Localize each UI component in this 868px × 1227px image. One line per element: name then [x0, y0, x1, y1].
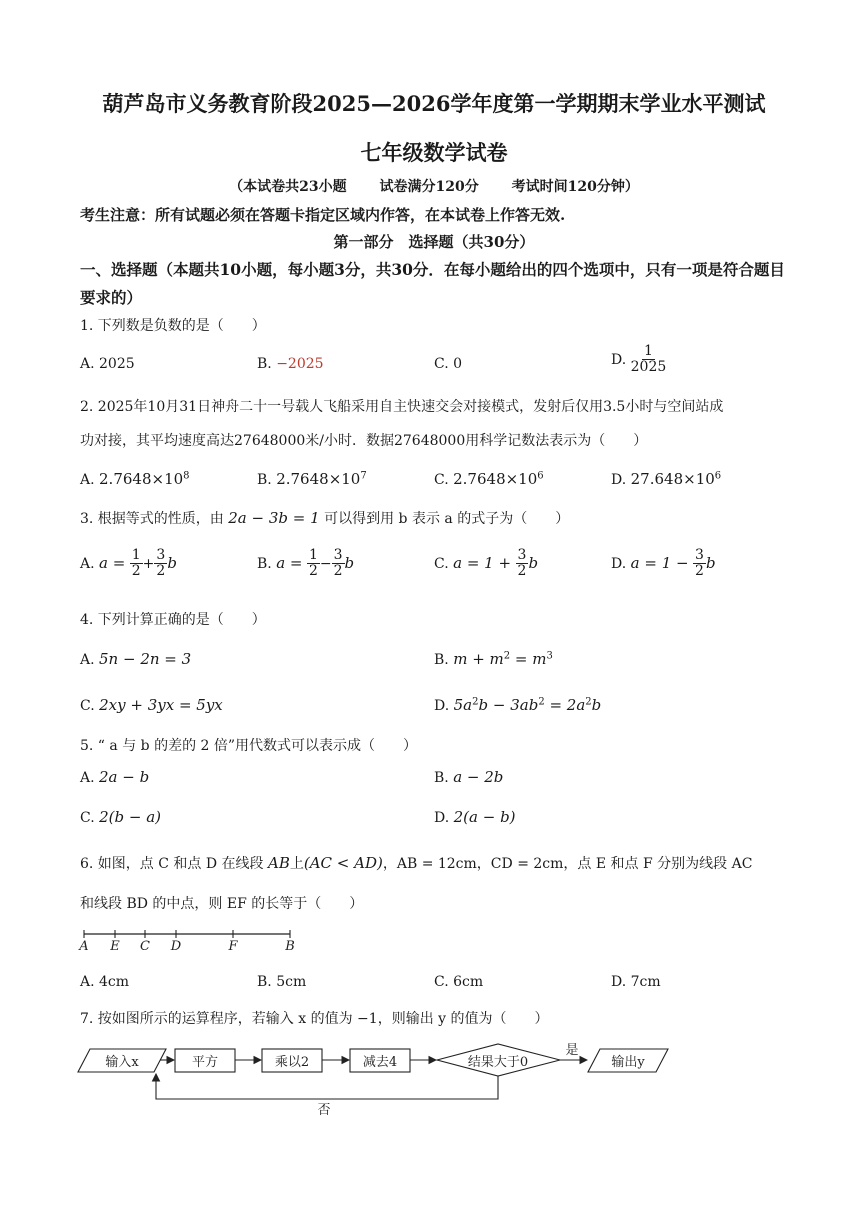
- fraction: [693, 548, 706, 580]
- option-base: 2.7648×10: [99, 470, 184, 488]
- q6-condition: (AC < AD): [303, 854, 383, 872]
- operator: +: [142, 555, 155, 572]
- q6-stem-line2: 和线段 BD 的中点，则 EF 的长等于（ ）: [80, 896, 364, 912]
- q4-option-a: [80, 650, 191, 668]
- q5-option-a: [80, 768, 149, 786]
- option-expression-part: b − 3ab: [478, 696, 539, 714]
- q2-option-d: [611, 470, 721, 488]
- section-heading: 一、选择题（本题共10小题，每小题3分，共30分．在每小题给出的四个选项中，只有一项是符合题目要求的）: [80, 260, 785, 307]
- fraction-numerator: 3: [156, 547, 166, 563]
- q3-stem-pre: 3. 根据等式的性质，由: [80, 511, 224, 527]
- exponent: 3: [546, 650, 553, 662]
- fraction: [307, 548, 320, 580]
- q3-stem-equation: 2a − 3b = 1: [228, 509, 320, 527]
- fraction-denominator: 2: [156, 563, 166, 580]
- q4-stem: 4. 下列计算正确的是（ ）: [80, 612, 266, 628]
- part-heading: 第一部分 选择题（共30分）: [333, 233, 535, 251]
- operator: −: [319, 555, 332, 572]
- option-label: C.: [434, 472, 449, 488]
- option-label: B.: [257, 974, 272, 990]
- q6-segment-diagram: [78, 926, 308, 954]
- variable: b: [167, 553, 177, 572]
- flow-decision-label: 结果大于0: [467, 1055, 529, 1070]
- variable: b: [528, 553, 539, 572]
- q1-option-c: C. 0: [434, 356, 463, 372]
- q6-option-a: [80, 974, 129, 990]
- option-label: C.: [80, 810, 95, 826]
- fraction-numerator: 3: [333, 547, 343, 563]
- exam-info: [0, 176, 868, 196]
- option-expression-part: m + m: [453, 650, 504, 668]
- variable: b: [344, 553, 355, 572]
- fraction-numerator: 3: [695, 547, 704, 563]
- info-full-score: 试卷满分120分: [379, 179, 479, 195]
- option-label: D.: [611, 351, 627, 368]
- q6-option-d: [611, 974, 661, 990]
- fraction-denominator: 2: [517, 563, 527, 580]
- q2-option-a: [80, 470, 190, 488]
- flow-loop-arrow: [156, 1074, 498, 1099]
- option-base: 2.7648×10: [276, 470, 361, 488]
- q3-option-a: [80, 548, 177, 580]
- option-expression-part: b: [591, 696, 602, 714]
- option-exponent: 6: [537, 470, 544, 482]
- option-label: C.: [80, 698, 95, 714]
- option-label: D.: [434, 698, 450, 714]
- segment-point-label: D: [170, 939, 182, 954]
- option-value: 4cm: [99, 974, 130, 990]
- fraction-numerator: 3: [517, 547, 527, 563]
- q5-option-c: [80, 808, 161, 826]
- fraction-numerator: 1: [131, 547, 141, 563]
- option-expression-part: = m: [510, 650, 547, 668]
- fraction: [516, 548, 529, 580]
- option-expression: 2xy + 3yx = 5yx: [99, 696, 223, 714]
- info-time: 考试时间120分钟）: [511, 179, 639, 195]
- option-label: A.: [80, 974, 95, 990]
- exam-subtitle: 七年级数学试卷: [360, 140, 508, 165]
- info-question-count: （本试卷共23小题: [229, 179, 347, 195]
- q6-option-c: [434, 974, 483, 990]
- q6-stem-part: 6. 如图，点 C 和点 D 在线段: [80, 856, 264, 872]
- q5-stem: 5. “ a 与 b 的差的 2 倍”用代数式可以表示成（ ）: [80, 738, 418, 754]
- option-label: A.: [80, 472, 95, 488]
- fraction-denominator: 2025: [630, 359, 667, 376]
- option-label: D.: [611, 974, 627, 990]
- q3-option-b: [257, 548, 354, 580]
- exponent: 2: [585, 696, 592, 708]
- exponent: 2: [538, 696, 545, 708]
- option-expression: 5n − 2n = 3: [99, 650, 192, 668]
- exponent: 2: [503, 650, 511, 662]
- q5-option-d: [434, 808, 516, 826]
- fraction-denominator: 2: [131, 563, 141, 580]
- option-label: C.: [434, 974, 449, 990]
- q7-flowchart: [74, 1040, 674, 1120]
- exam-title: 葫芦岛市义务教育阶段2025—2026学年度第一学期期末学业水平测试: [102, 91, 766, 116]
- flow-minus4-label: 减去4: [362, 1055, 398, 1070]
- q5-option-b: [434, 768, 503, 786]
- fraction: [154, 548, 167, 580]
- option-base: 27.648×10: [630, 470, 715, 488]
- option-value: 5cm: [276, 974, 307, 990]
- option-expression-part: 5a: [453, 696, 473, 714]
- q4-option-d: [434, 696, 601, 714]
- option-lhs: a = 1 −: [630, 553, 689, 572]
- q3-option-c: [434, 548, 538, 580]
- option-base: 2.7648×10: [453, 470, 538, 488]
- option-expression: 2(b − a): [99, 808, 162, 826]
- option-expression: 2(a − b): [453, 808, 516, 826]
- segment-point-label: E: [110, 939, 120, 954]
- flow-yes-label: 是: [565, 1043, 579, 1058]
- option-lhs: a = 1 +: [453, 553, 512, 572]
- q4-option-c: [80, 696, 223, 714]
- fraction-denominator: 2: [308, 563, 318, 580]
- q2-stem-line2: 功对接，其平均速度高达27648000米/小时．数据27648000用科学记数法表示为（ ）: [80, 433, 648, 449]
- option-lhs: a =: [276, 553, 303, 572]
- q6-stem-line1: [80, 853, 752, 873]
- option-value: 6cm: [453, 974, 484, 990]
- fraction: [332, 548, 345, 580]
- q6-segment-ab: AB: [268, 854, 290, 872]
- option-label: D.: [434, 810, 450, 826]
- fraction-denominator: 2: [695, 563, 704, 580]
- segment-point-label: C: [140, 939, 150, 954]
- q1-option-b-value: −2025: [276, 356, 324, 372]
- q2-option-b: [257, 470, 367, 488]
- fraction: [130, 548, 143, 580]
- option-exponent: 8: [183, 470, 190, 482]
- variable: b: [705, 553, 716, 572]
- q1-option-b: [257, 356, 324, 372]
- fraction-numerator: 1: [644, 343, 653, 359]
- exam-notice: 考生注意：所有试题必须在答题卡指定区域内作答，在本试卷上作答无效.: [80, 206, 566, 224]
- option-label: D.: [611, 472, 627, 488]
- option-label: B.: [434, 770, 449, 786]
- option-label: B.: [257, 356, 272, 372]
- q1-stem: 1. 下列数是负数的是（ ）: [80, 318, 266, 334]
- segment-point-label: B: [285, 939, 295, 954]
- option-label: B.: [257, 555, 272, 572]
- option-lhs: a =: [99, 553, 126, 572]
- flow-input-label: 输入x: [105, 1055, 139, 1070]
- option-label: B.: [434, 652, 449, 668]
- option-label: D.: [611, 555, 627, 572]
- q1-option-a: A. 2025: [80, 356, 135, 372]
- option-exponent: 7: [360, 470, 367, 482]
- option-label: A.: [80, 770, 95, 786]
- q6-stem-part: ，AB = 12cm，CD = 2cm，点 E 和点 F 分别为线段 AC: [382, 856, 753, 872]
- option-expression-part: = 2a: [544, 696, 586, 714]
- option-exponent: 6: [714, 470, 722, 482]
- option-value: 7cm: [630, 974, 661, 990]
- q6-option-b: [257, 974, 306, 990]
- q3-option-d: [611, 548, 716, 580]
- fraction-numerator: 1: [308, 547, 318, 563]
- flow-square-label: 平方: [191, 1055, 219, 1070]
- q6-stem-part: 上: [289, 856, 304, 872]
- option-label: B.: [257, 472, 272, 488]
- q4-option-b: [434, 650, 553, 668]
- option-expression: a − 2b: [453, 768, 504, 786]
- segment-point-label: F: [228, 939, 238, 954]
- q2-stem-line1: 2. 2025年10月31日神舟二十一号载人飞船采用自主快速交会对接模式，发射后仅用3.5小时与空间站成: [80, 399, 724, 415]
- flow-no-label: 否: [317, 1103, 331, 1118]
- q3-stem: [80, 508, 569, 528]
- option-expression: 2a − b: [99, 768, 150, 786]
- q1-option-d: [611, 344, 666, 376]
- option-label: A.: [80, 555, 95, 572]
- q3-stem-post: 可以得到用 b 表示 a 的式子为（ ）: [324, 511, 570, 527]
- q2-option-c: [434, 470, 544, 488]
- exponent: 2: [472, 696, 479, 708]
- option-label: C.: [434, 555, 449, 572]
- flow-output-label: 输出y: [611, 1055, 645, 1070]
- flow-times2-label: 乘以2: [274, 1055, 310, 1070]
- option-label: A.: [80, 652, 95, 668]
- fraction: [631, 344, 667, 376]
- q7-stem: 7. 按如图所示的运算程序，若输入 x 的值为 −1，则输出 y 的值为（ ）: [80, 1011, 549, 1027]
- fraction-denominator: 2: [333, 563, 343, 580]
- segment-point-label: A: [79, 939, 89, 954]
